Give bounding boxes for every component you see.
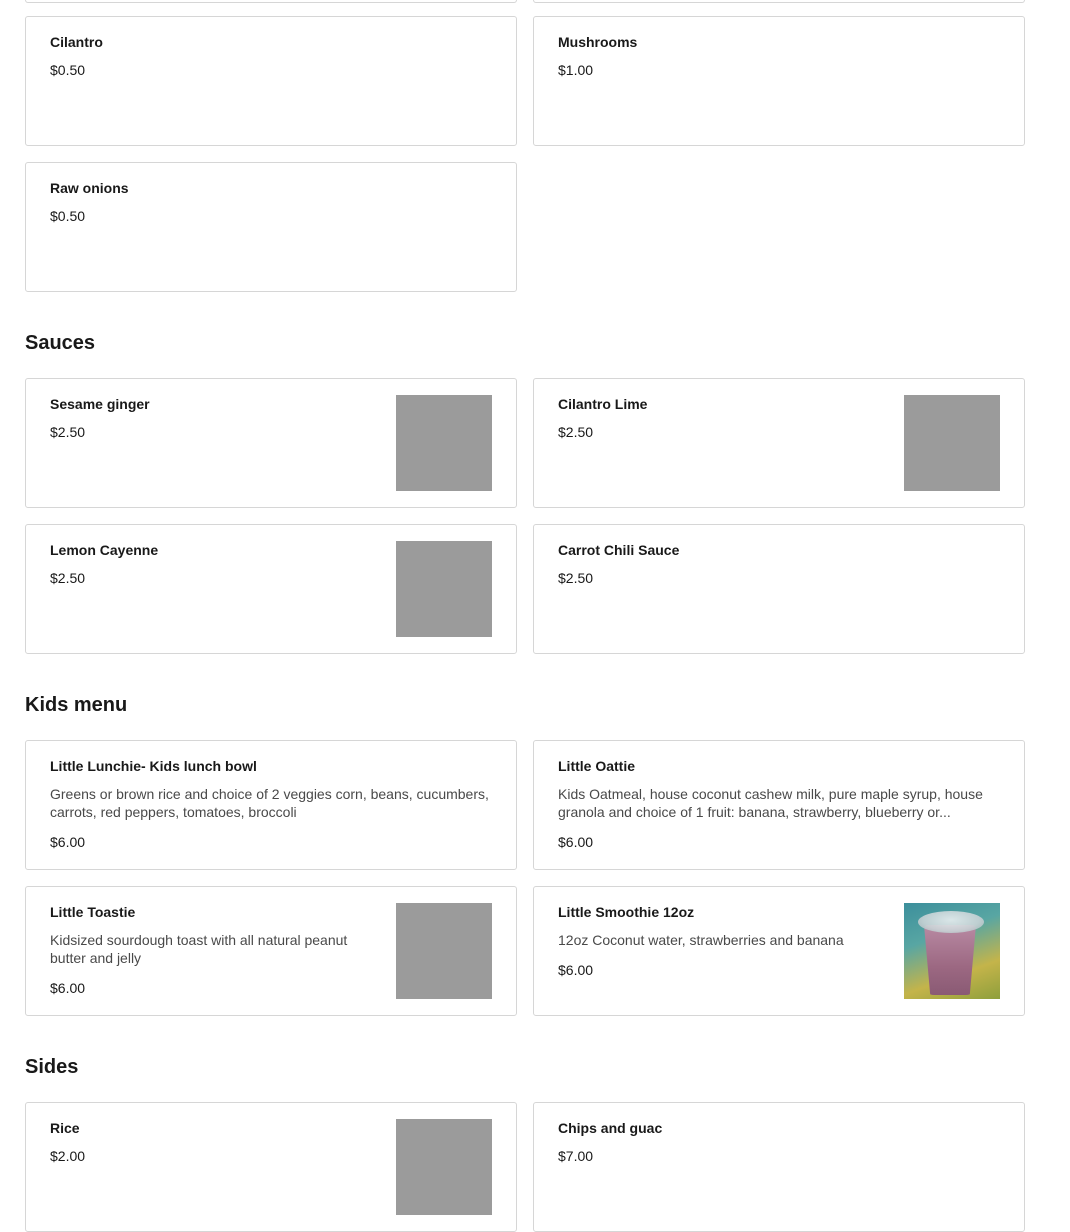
item-description: Greens or brown rice and choice of 2 veggies corn, beans, cucumbers, carrots, red peppers, tomatoes, broccoli [50,786,489,820]
item-price: $2.50 [558,424,594,440]
item-image [396,903,492,999]
item-name: Little Lunchie- Kids lunch bowl [50,758,257,774]
item-price: $2.00 [50,1148,86,1164]
section-title: Sauces [25,332,96,354]
section-title: Sides [25,1056,79,1078]
item-price: $6.00 [558,834,594,850]
item-price: $6.00 [558,962,594,978]
section-sides [25,1055,1025,1079]
menu-item-little-oattie[interactable] [533,740,1025,870]
item-name: Mushrooms [558,34,638,50]
menu-item-chips-and-guac[interactable] [533,1102,1025,1232]
item-price: $7.00 [558,1148,594,1164]
menu-item-cilantro-lime[interactable] [533,378,1025,508]
item-name: Cilantro Lime [558,396,648,412]
item-description: Kidsized sourdough toast with all natural peanut butter and jelly [50,932,348,966]
item-name: Little Smoothie 12oz [558,904,695,920]
smoothie-photo [904,903,1000,999]
item-price: $2.50 [558,570,594,586]
item-image [396,395,492,491]
item-name: Raw onions [50,180,129,196]
menu-item-little-lunchie[interactable] [25,740,517,870]
menu-item-little-smoothie[interactable] [533,886,1025,1016]
item-name: Cilantro [50,34,103,50]
menu-item-sesame-ginger[interactable] [25,378,517,508]
section-title: Kids menu [25,694,128,716]
item-name: Little Oattie [558,758,636,774]
item-price: $0.50 [50,208,86,224]
item-price: $2.50 [50,570,86,586]
previous-row-edge [25,0,1025,3]
item-price: $6.00 [50,980,86,996]
item-price: $1.00 [558,62,594,78]
smoothie-cup-shape [924,925,976,995]
smoothie-lid-shape [918,911,984,933]
item-name: Little Toastie [50,904,136,920]
section-kids-menu [25,693,1025,717]
menu-item-little-toastie[interactable] [25,886,517,1016]
item-name: Carrot Chili Sauce [558,542,680,558]
menu-item-card-partial[interactable] [25,0,517,3]
section-sauces [25,331,1025,355]
item-image [396,1119,492,1215]
item-name: Lemon Cayenne [50,542,159,558]
kids-menu-grid [25,740,1025,1016]
menu-item-lemon-cayenne[interactable] [25,524,517,654]
menu-item-mushrooms[interactable] [533,16,1025,146]
item-name: Chips and guac [558,1120,663,1136]
sides-grid [25,1102,1025,1232]
item-name: Sesame ginger [50,396,150,412]
item-price: $0.50 [50,62,86,78]
menu-item-card-partial[interactable] [533,0,1025,3]
menu-item-rice[interactable] [25,1102,517,1232]
item-image [396,541,492,637]
menu-item-raw-onions[interactable] [25,162,517,292]
item-name: Rice [50,1120,80,1136]
menu-item-carrot-chili-sauce[interactable] [533,524,1025,654]
item-description: 12oz Coconut water, strawberries and banana [558,932,844,948]
menu-item-cilantro[interactable] [25,16,517,146]
item-image [904,395,1000,491]
item-description: Kids Oatmeal, house coconut cashew milk, pure maple syrup, house granola and choice of 1 fruit: banana, strawberry, blueberry or... [558,786,983,820]
item-price: $6.00 [50,834,86,850]
sauces-grid [25,378,1025,654]
section-toppings [25,16,1025,292]
item-price: $2.50 [50,424,86,440]
